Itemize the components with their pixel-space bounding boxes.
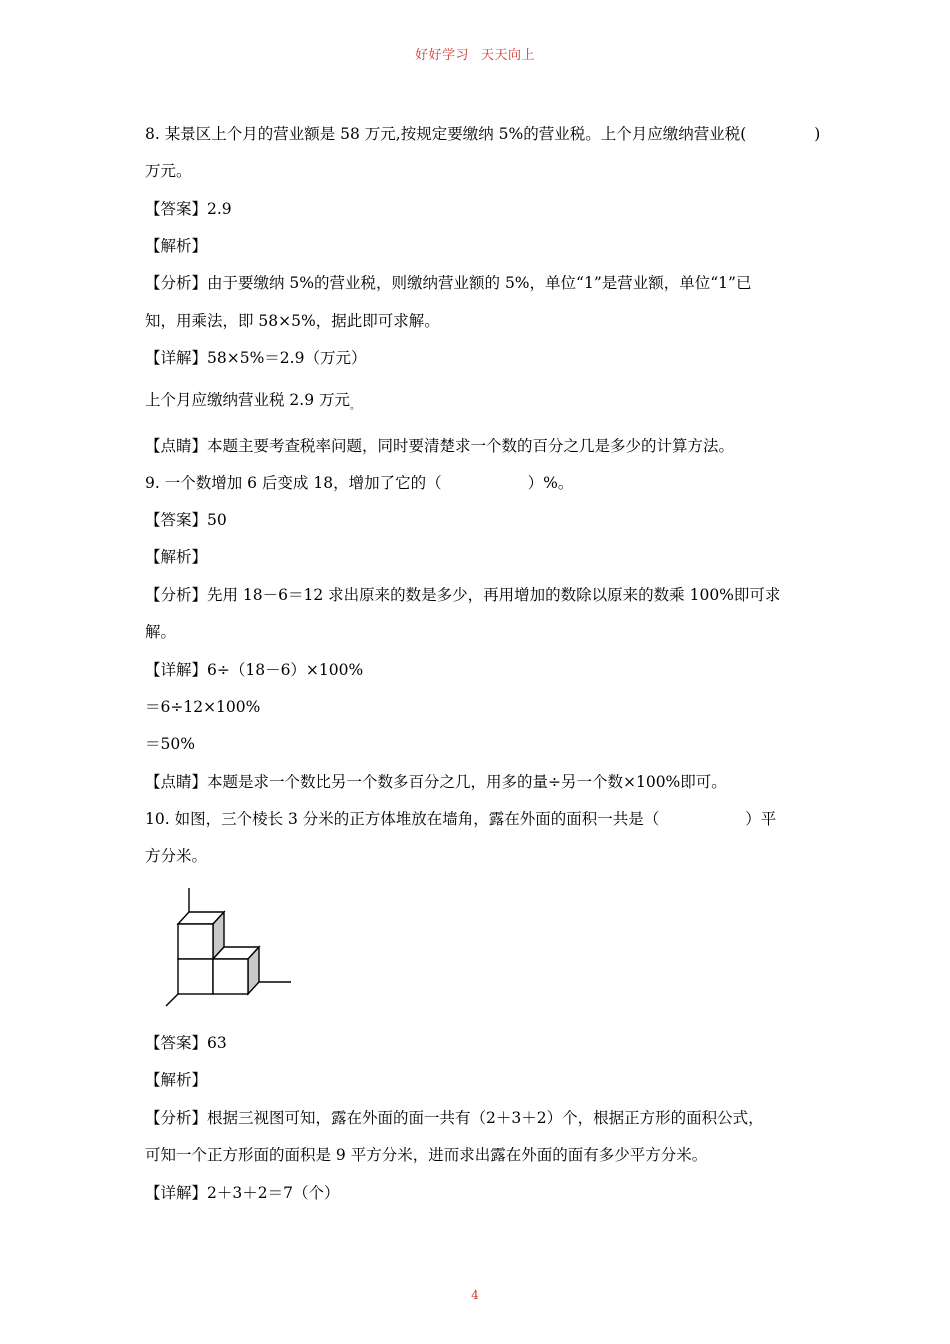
q10-fenxi-line2: 可知一个正方形面的面积是 9 平方分米，进而求出露在外面的面有多少平方分米。 — [145, 1146, 708, 1164]
q8-xiangjie: 【详解】58×5%＝2.9（万元） — [145, 349, 367, 367]
q8-stem-line1 — [145, 124, 820, 144]
q9-dianjing: 【点睛】本题是求一个数比另一个数多百分之几，用多的量÷另一个数×100%即可。 — [145, 773, 727, 791]
q8-result-end: 。 — [350, 401, 361, 412]
q9-fenxi-line1: 【分析】先用 18－6＝12 求出原来的数是多少，再用增加的数除以原来的数乘 100%即可求 — [145, 586, 781, 604]
q10-stem-close: ）平 — [745, 810, 777, 828]
q10-jiexi: 【解析】 — [145, 1071, 208, 1089]
q9-answer: 【答案】50 — [145, 511, 227, 529]
q10-xiangjie: 【详解】2＋3＋2＝7（个） — [145, 1184, 340, 1202]
q10-stem-text: 10. 如图，三个棱长 3 分米的正方体堆放在墙角，露在外面的面积一共是（ — [145, 810, 660, 828]
q10-answer: 【答案】63 — [145, 1034, 227, 1052]
top-cube-front-face — [178, 924, 213, 959]
header-left: 好好学习 — [414, 48, 469, 63]
bottom-left-cube-front-face — [178, 959, 213, 994]
page-number: 4 — [471, 1288, 479, 1302]
q10-stem-line1 — [145, 809, 776, 829]
q9-stem-text: 9. 一个数增加 6 后变成 18，增加了它的（ — [145, 474, 442, 492]
q8-fenxi-line1: 【分析】由于要缴纳 5%的营业税，则缴纳营业额的 5%，单位“1”是营业额，单位“1”已 — [145, 274, 752, 292]
q8-jiexi: 【解析】 — [145, 237, 208, 255]
q8-fenxi-line2: 知，用乘法，即 58×5%，据此即可求解。 — [145, 312, 440, 330]
q8-stem-text: 8. 某景区上个月的营业额是 58 万元,按规定要缴纳 5%的营业税。上个月应缴纳营业税( — [145, 125, 747, 143]
q9-stem-close: ）%。 — [527, 474, 574, 492]
q9-fenxi-line2: 解。 — [145, 623, 177, 641]
page-header — [0, 44, 950, 63]
q8-dianjing: 【点睛】本题主要考查税率问题，同时要清楚求一个数的百分之几是多少的计算方法。 — [145, 437, 735, 455]
q10-fenxi-line1: 【分析】根据三视图可知，露在外面的面一共有（2＋3＋2）个，根据正方形的面积公式， — [145, 1109, 764, 1127]
header-right: 天天向上 — [481, 48, 536, 63]
q8-stem-line2: 万元。 — [145, 162, 192, 180]
cube-stack-figure — [160, 884, 300, 1012]
q10-stem-line2: 方分米。 — [145, 847, 208, 865]
q9-step3: ＝50% — [145, 735, 195, 753]
q8-answer: 【答案】2.9 — [145, 200, 232, 218]
bottom-right-cube-front-face — [213, 959, 248, 994]
floor-diagonal-edge — [166, 994, 178, 1006]
q8-stem-close: ) — [814, 125, 821, 143]
q9-jiexi: 【解析】 — [145, 548, 208, 566]
q9-stem — [145, 473, 573, 493]
q8-result — [145, 390, 360, 417]
q8-result-text: 上个月应缴纳营业税 2.9 万元 — [145, 391, 351, 409]
q9-xiangjie: 【详解】6÷（18－6）×100% — [145, 661, 364, 679]
q9-step2: ＝6÷12×100% — [145, 698, 261, 716]
